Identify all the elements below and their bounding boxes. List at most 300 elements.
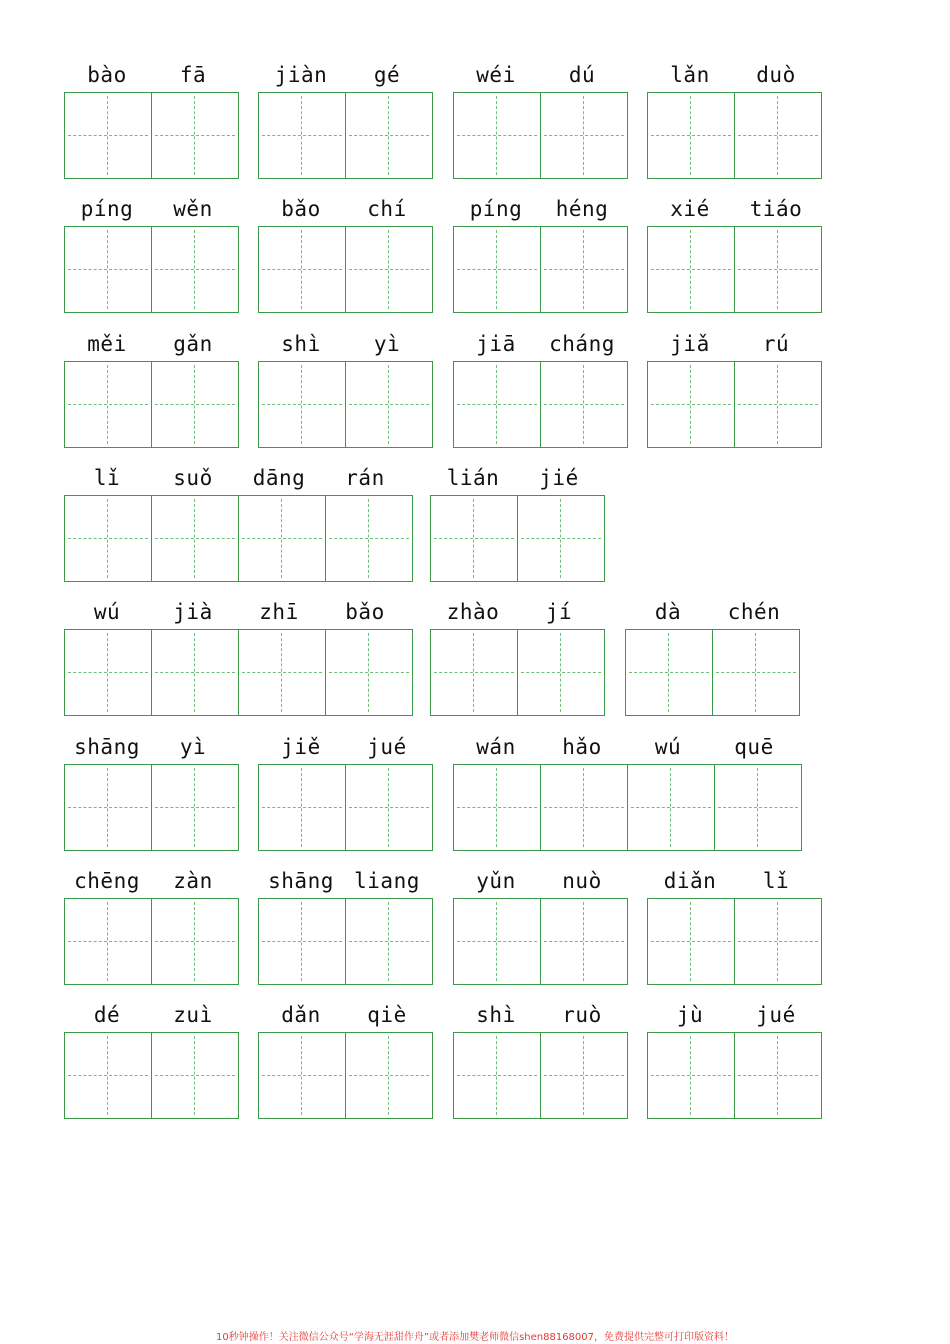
word-group <box>258 864 433 985</box>
guide-line-vertical <box>107 1036 108 1115</box>
pinyin-row <box>64 461 413 495</box>
pinyin-label: ruò <box>562 1003 602 1027</box>
guide-line-horizontal <box>544 269 624 270</box>
pinyin-label: yì <box>179 735 207 759</box>
guide-line-horizontal <box>68 135 148 136</box>
writing-grid <box>647 361 822 448</box>
tianzige-cell[interactable] <box>151 496 238 581</box>
pinyin-row <box>647 327 822 361</box>
pinyin-row <box>258 192 433 226</box>
word-group <box>258 192 433 313</box>
guide-line-horizontal <box>457 807 537 808</box>
tianzige-cell[interactable] <box>151 630 238 715</box>
guide-line-horizontal <box>738 269 818 270</box>
guide-line-horizontal <box>738 1075 818 1076</box>
tianzige-cell[interactable] <box>65 765 151 850</box>
footer-note: 10秒钟操作！关注微信公众号“学海无涯甜作舟”或者添加樊老师微信shen88168007，免费提供完整可打印版资料！ <box>215 1332 735 1343</box>
word-group <box>453 327 628 448</box>
pinyin-row <box>647 864 822 898</box>
guide-line-horizontal <box>651 404 731 405</box>
pinyin-label: qiè <box>367 1003 407 1027</box>
pinyin-label: hǎo <box>562 735 602 759</box>
guide-line-vertical <box>777 1036 778 1115</box>
pinyin-label: cháng <box>549 332 615 356</box>
tianzige-cell[interactable] <box>151 1033 238 1118</box>
guide-line-vertical <box>388 768 389 847</box>
guide-line-vertical <box>368 633 369 712</box>
guide-line-horizontal <box>457 1075 537 1076</box>
pinyin-label: rán <box>345 466 385 490</box>
tianzige-cell[interactable] <box>714 765 801 850</box>
pinyin-label: píng <box>469 197 523 221</box>
tianzige-cell[interactable] <box>259 765 345 850</box>
pinyin-row <box>64 58 239 92</box>
pinyin-label: píng <box>80 197 134 221</box>
guide-line-horizontal <box>262 404 342 405</box>
tianzige-cell[interactable] <box>540 227 627 312</box>
pinyin-label: zhào <box>446 600 500 624</box>
writing-grid <box>64 629 413 716</box>
guide-line-vertical <box>301 96 302 175</box>
pinyin-row <box>453 58 628 92</box>
guide-line-vertical <box>583 96 584 175</box>
pinyin-row <box>453 327 628 361</box>
guide-line-horizontal <box>242 672 322 673</box>
guide-line-vertical <box>301 365 302 444</box>
pinyin-label: suǒ <box>173 466 213 490</box>
word-group <box>64 461 413 582</box>
writing-grid <box>64 226 239 313</box>
pinyin-label: shì <box>281 332 321 356</box>
writing-grid <box>64 495 413 582</box>
pinyin-row <box>453 730 802 764</box>
tianzige-cell[interactable] <box>454 899 540 984</box>
word-group <box>453 730 802 851</box>
guide-line-vertical <box>755 633 756 712</box>
pinyin-row <box>258 864 433 898</box>
tianzige-cell[interactable] <box>65 496 151 581</box>
guide-line-horizontal <box>349 269 429 270</box>
writing-grid <box>258 361 433 448</box>
writing-grid <box>453 898 628 985</box>
writing-grid <box>453 92 628 179</box>
pinyin-label: duò <box>756 63 796 87</box>
guide-line-vertical <box>107 499 108 578</box>
writing-grid <box>430 495 605 582</box>
word-group <box>258 998 433 1119</box>
tianzige-cell[interactable] <box>65 362 151 447</box>
guide-line-vertical <box>281 499 282 578</box>
guide-line-vertical <box>777 230 778 309</box>
pinyin-label: dāng <box>252 466 306 490</box>
pinyin-row <box>64 998 239 1032</box>
tianzige-cell[interactable] <box>540 765 627 850</box>
pinyin-label: jiǎ <box>670 332 710 356</box>
guide-line-horizontal <box>68 807 148 808</box>
guide-line-horizontal <box>738 404 818 405</box>
pinyin-label: zhī <box>259 600 299 624</box>
guide-line-vertical <box>583 768 584 847</box>
guide-line-horizontal <box>544 404 624 405</box>
pinyin-row <box>64 730 239 764</box>
guide-line-horizontal <box>738 135 818 136</box>
tianzige-cell[interactable] <box>65 1033 151 1118</box>
tianzige-cell[interactable] <box>65 899 151 984</box>
guide-line-horizontal <box>349 135 429 136</box>
guide-line-vertical <box>301 768 302 847</box>
guide-line-vertical <box>583 365 584 444</box>
guide-line-horizontal <box>155 269 235 270</box>
guide-line-vertical <box>690 1036 691 1115</box>
tianzige-cell[interactable] <box>648 362 734 447</box>
pinyin-label: jù <box>676 1003 704 1027</box>
guide-line-vertical <box>496 768 497 847</box>
tianzige-cell[interactable] <box>626 630 712 715</box>
word-group <box>625 595 800 716</box>
pinyin-row <box>430 461 605 495</box>
word-group <box>453 864 628 985</box>
pinyin-label: dú <box>568 63 596 87</box>
guide-line-horizontal <box>521 672 601 673</box>
pinyin-label: zàn <box>173 869 213 893</box>
word-group <box>64 192 239 313</box>
tianzige-cell[interactable] <box>454 1033 540 1118</box>
tianzige-cell[interactable] <box>648 899 734 984</box>
pinyin-label: dǎn <box>281 1003 321 1027</box>
tianzige-cell[interactable] <box>540 93 627 178</box>
guide-line-vertical <box>194 499 195 578</box>
writing-grid <box>258 1032 433 1119</box>
guide-line-vertical <box>777 365 778 444</box>
guide-line-vertical <box>194 768 195 847</box>
tianzige-cell[interactable] <box>517 630 604 715</box>
pinyin-row <box>625 595 800 629</box>
tianzige-cell[interactable] <box>648 93 734 178</box>
guide-line-vertical <box>107 633 108 712</box>
pinyin-label: xié <box>670 197 710 221</box>
pinyin-label: wéi <box>476 63 516 87</box>
tianzige-cell[interactable] <box>259 93 345 178</box>
word-group <box>647 327 822 448</box>
word-group <box>647 58 822 179</box>
pinyin-label: chēng <box>74 869 140 893</box>
guide-line-vertical <box>496 230 497 309</box>
guide-line-horizontal <box>349 1075 429 1076</box>
pinyin-label: shāng <box>268 869 334 893</box>
guide-line-vertical <box>107 365 108 444</box>
tianzige-cell[interactable] <box>734 362 821 447</box>
pinyin-row <box>64 864 239 898</box>
word-group <box>64 998 239 1119</box>
guide-line-horizontal <box>155 404 235 405</box>
guide-line-horizontal <box>68 404 148 405</box>
guide-line-horizontal <box>457 135 537 136</box>
tianzige-cell[interactable] <box>65 630 151 715</box>
writing-grid <box>258 226 433 313</box>
tianzige-cell[interactable] <box>454 93 540 178</box>
guide-line-horizontal <box>155 538 235 539</box>
guide-line-vertical <box>690 902 691 981</box>
guide-line-vertical <box>690 365 691 444</box>
word-group <box>647 864 822 985</box>
guide-line-horizontal <box>68 672 148 673</box>
tianzige-cell[interactable] <box>345 93 432 178</box>
guide-line-horizontal <box>329 538 409 539</box>
pinyin-label: wán <box>476 735 516 759</box>
guide-line-vertical <box>560 499 561 578</box>
guide-line-vertical <box>388 230 389 309</box>
tianzige-cell[interactable] <box>734 227 821 312</box>
writing-grid <box>453 226 628 313</box>
word-group <box>64 327 239 448</box>
tianzige-cell[interactable] <box>151 362 238 447</box>
guide-line-vertical <box>301 230 302 309</box>
pinyin-label: zuì <box>173 1003 213 1027</box>
guide-line-vertical <box>560 633 561 712</box>
pinyin-label: wú <box>654 735 682 759</box>
tianzige-cell[interactable] <box>325 496 412 581</box>
writing-grid <box>64 764 239 851</box>
guide-line-vertical <box>583 902 584 981</box>
pinyin-label: fā <box>179 63 207 87</box>
tianzige-cell[interactable] <box>151 227 238 312</box>
guide-line-vertical <box>668 633 669 712</box>
tianzige-cell[interactable] <box>540 899 627 984</box>
pinyin-label: yǔn <box>476 869 516 893</box>
pinyin-label: wú <box>93 600 121 624</box>
writing-grid <box>647 1032 822 1119</box>
pinyin-label: chí <box>367 197 407 221</box>
guide-line-horizontal <box>155 1075 235 1076</box>
guide-line-horizontal <box>68 269 148 270</box>
guide-line-horizontal <box>457 941 537 942</box>
word-group <box>453 192 628 313</box>
word-group <box>64 864 239 985</box>
guide-line-horizontal <box>242 538 322 539</box>
tianzige-cell[interactable] <box>151 93 238 178</box>
pinyin-label: dà <box>654 600 682 624</box>
tianzige-cell[interactable] <box>345 362 432 447</box>
pinyin-label: dé <box>93 1003 121 1027</box>
pinyin-label: wěn <box>173 197 213 221</box>
pinyin-label: jué <box>367 735 407 759</box>
guide-line-vertical <box>496 365 497 444</box>
guide-line-vertical <box>496 1036 497 1115</box>
pinyin-label: rú <box>762 332 790 356</box>
writing-grid <box>430 629 605 716</box>
pinyin-label: lǎn <box>670 63 710 87</box>
guide-line-vertical <box>777 902 778 981</box>
guide-line-vertical <box>388 96 389 175</box>
word-group <box>453 58 628 179</box>
guide-line-vertical <box>473 633 474 712</box>
guide-line-vertical <box>194 96 195 175</box>
guide-line-vertical <box>583 1036 584 1115</box>
guide-line-vertical <box>301 1036 302 1115</box>
word-group <box>64 595 413 716</box>
guide-line-horizontal <box>651 269 731 270</box>
tianzige-cell[interactable] <box>540 362 627 447</box>
guide-line-horizontal <box>155 135 235 136</box>
tianzige-cell[interactable] <box>431 496 517 581</box>
tianzige-cell[interactable] <box>540 1033 627 1118</box>
pinyin-label: liang <box>354 869 420 893</box>
pinyin-row <box>258 327 433 361</box>
tianzige-cell[interactable] <box>151 765 238 850</box>
guide-line-horizontal <box>329 672 409 673</box>
pinyin-label: lǐ <box>93 466 121 490</box>
tianzige-cell[interactable] <box>345 899 432 984</box>
guide-line-horizontal <box>262 941 342 942</box>
pinyin-label: tiáo <box>749 197 803 221</box>
guide-line-horizontal <box>434 672 514 673</box>
guide-line-horizontal <box>349 404 429 405</box>
guide-line-horizontal <box>631 807 711 808</box>
guide-line-vertical <box>473 499 474 578</box>
pinyin-label: jí <box>545 600 573 624</box>
writing-grid <box>453 1032 628 1119</box>
tianzige-cell[interactable] <box>345 765 432 850</box>
writing-grid <box>64 92 239 179</box>
tianzige-cell[interactable] <box>65 93 151 178</box>
writing-grid <box>64 361 239 448</box>
guide-line-vertical <box>194 230 195 309</box>
guide-line-horizontal <box>262 1075 342 1076</box>
pinyin-label: gǎn <box>173 332 213 356</box>
guide-line-vertical <box>107 768 108 847</box>
pinyin-label: yì <box>373 332 401 356</box>
guide-line-horizontal <box>262 135 342 136</box>
tianzige-cell[interactable] <box>259 362 345 447</box>
pinyin-label: héng <box>555 197 609 221</box>
tianzige-cell[interactable] <box>259 227 345 312</box>
guide-line-horizontal <box>651 1075 731 1076</box>
tianzige-cell[interactable] <box>238 496 325 581</box>
tianzige-cell[interactable] <box>734 1033 821 1118</box>
tianzige-cell[interactable] <box>431 630 517 715</box>
pinyin-row <box>64 192 239 226</box>
writing-grid <box>647 226 822 313</box>
guide-line-horizontal <box>68 538 148 539</box>
pinyin-label: lǐ <box>762 869 790 893</box>
guide-line-horizontal <box>68 1075 148 1076</box>
pinyin-label: jià <box>173 600 213 624</box>
guide-line-horizontal <box>651 135 731 136</box>
writing-grid <box>453 764 802 851</box>
word-group <box>647 192 822 313</box>
guide-line-vertical <box>583 230 584 309</box>
writing-grid <box>64 898 239 985</box>
guide-line-vertical <box>690 230 691 309</box>
guide-line-vertical <box>757 768 758 847</box>
guide-line-horizontal <box>738 941 818 942</box>
guide-line-horizontal <box>544 807 624 808</box>
guide-line-horizontal <box>544 135 624 136</box>
tianzige-cell[interactable] <box>648 227 734 312</box>
pinyin-row <box>64 327 239 361</box>
guide-line-vertical <box>670 768 671 847</box>
pinyin-label: jué <box>756 1003 796 1027</box>
guide-line-horizontal <box>155 672 235 673</box>
pinyin-row <box>453 864 628 898</box>
tianzige-cell[interactable] <box>627 765 714 850</box>
writing-grid <box>453 361 628 448</box>
tianzige-cell[interactable] <box>648 1033 734 1118</box>
tianzige-cell[interactable] <box>517 496 604 581</box>
tianzige-cell[interactable] <box>259 1033 345 1118</box>
word-group <box>64 58 239 179</box>
guide-line-horizontal <box>629 672 709 673</box>
guide-line-horizontal <box>155 807 235 808</box>
guide-line-vertical <box>107 902 108 981</box>
pinyin-label: quē <box>734 735 774 759</box>
tianzige-cell[interactable] <box>454 227 540 312</box>
pinyin-label: bào <box>87 63 127 87</box>
guide-line-vertical <box>194 633 195 712</box>
writing-grid <box>258 898 433 985</box>
guide-line-vertical <box>388 902 389 981</box>
tianzige-cell[interactable] <box>712 630 799 715</box>
guide-line-vertical <box>107 230 108 309</box>
writing-grid <box>647 898 822 985</box>
pinyin-row <box>258 58 433 92</box>
pinyin-label: nuò <box>562 869 602 893</box>
tianzige-cell[interactable] <box>151 899 238 984</box>
tianzige-cell[interactable] <box>238 630 325 715</box>
pinyin-row <box>258 730 433 764</box>
writing-grid <box>258 92 433 179</box>
writing-grid <box>64 1032 239 1119</box>
guide-line-horizontal <box>457 404 537 405</box>
pinyin-label: shāng <box>74 735 140 759</box>
guide-line-horizontal <box>68 941 148 942</box>
tianzige-cell[interactable] <box>734 899 821 984</box>
pinyin-label: bǎo <box>345 600 385 624</box>
writing-grid <box>625 629 800 716</box>
tianzige-cell[interactable] <box>734 93 821 178</box>
pinyin-label: jié <box>539 466 579 490</box>
pinyin-row <box>647 998 822 1032</box>
pinyin-label: gé <box>373 63 401 87</box>
word-group <box>647 998 822 1119</box>
guide-line-horizontal <box>716 672 796 673</box>
guide-line-horizontal <box>718 807 798 808</box>
writing-grid <box>647 92 822 179</box>
tianzige-cell[interactable] <box>65 227 151 312</box>
tianzige-cell[interactable] <box>325 630 412 715</box>
guide-line-horizontal <box>349 941 429 942</box>
pinyin-row <box>258 998 433 1032</box>
pinyin-label: bǎo <box>281 197 321 221</box>
guide-line-vertical <box>496 902 497 981</box>
tianzige-cell[interactable] <box>454 362 540 447</box>
pinyin-row <box>430 595 605 629</box>
tianzige-cell[interactable] <box>345 1033 432 1118</box>
guide-line-vertical <box>388 365 389 444</box>
tianzige-cell[interactable] <box>454 765 540 850</box>
pinyin-label: jiā <box>476 332 516 356</box>
pinyin-label: měi <box>87 332 127 356</box>
tianzige-cell[interactable] <box>259 899 345 984</box>
tianzige-cell[interactable] <box>345 227 432 312</box>
word-group <box>430 595 605 716</box>
pinyin-label: shì <box>476 1003 516 1027</box>
pinyin-row <box>453 998 628 1032</box>
word-group <box>258 730 433 851</box>
guide-line-vertical <box>281 633 282 712</box>
guide-line-horizontal <box>155 941 235 942</box>
guide-line-horizontal <box>521 538 601 539</box>
